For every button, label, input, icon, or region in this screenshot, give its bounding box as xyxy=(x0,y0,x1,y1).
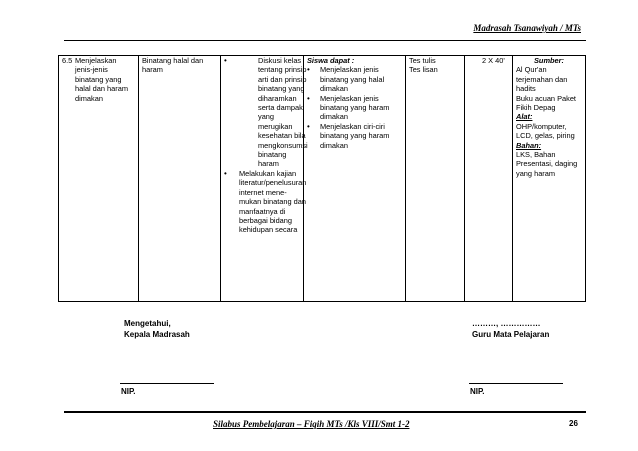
header-divider xyxy=(64,40,586,41)
footer-title: Silabus Pembelajaran – Fiqih MTs /Kls VIII/Smt 1-2 xyxy=(213,419,410,429)
indikator-cell xyxy=(304,56,406,302)
materi-cell xyxy=(139,56,221,302)
sumber-item: Buku acuan Paket Fikih Depag xyxy=(516,93,576,113)
list-item: • Diskusi kelas tentang prinsip arti dan prinsip binatang yang diharamkan serta dampak yang merugikan kesehatan bila mengkonsumsi binatang haram xyxy=(224,56,308,169)
sumber-item: Al Qur'an terjemahan dan hadits xyxy=(516,65,568,94)
bahan-label: Bahan: xyxy=(516,140,542,150)
table-row xyxy=(59,56,586,302)
list-item: • Menjelaskan jenis binatang yang haram dimakan xyxy=(307,93,390,122)
kompetensi-text: Menjelaskan jenis-jenis binatang yang halal dan haram dimakan xyxy=(75,56,129,103)
materi-text: Binatang halal dan haram xyxy=(142,56,204,75)
sumber-heading: Sumber: xyxy=(534,56,564,65)
alat-text: OHP/komputer, LCD, gelas, piring xyxy=(516,121,575,141)
indikator-list xyxy=(307,65,402,150)
right-signature-block xyxy=(472,318,549,340)
sumber-cell xyxy=(513,56,586,302)
list-item: • Melakukan kajian literatur/penelusuran internet mene-mukan binatang dan manfaatnya di berbagai bidang kehidupan secara xyxy=(224,168,307,235)
bullet-icon: • xyxy=(307,65,310,75)
penilaian-item: Tes lisan xyxy=(409,65,438,75)
bullet-icon: • xyxy=(224,56,227,65)
alokasi-cell xyxy=(465,56,513,302)
left-signature-line xyxy=(120,383,214,384)
list-item: • Menjelaskan ciri-ciri binatang yang haram dimakan xyxy=(307,121,390,150)
kegiatan-list xyxy=(224,56,308,235)
bahan-text: LKS, Bahan Presentasi, daging yang haram xyxy=(516,150,578,178)
footer-divider xyxy=(64,411,586,413)
kegiatan-cell xyxy=(221,56,308,302)
indikator-title: Siswa dapat : xyxy=(307,56,355,65)
left-sig-line1: Mengetahui, xyxy=(124,319,171,328)
right-signature-line xyxy=(469,383,563,384)
bullet-icon: • xyxy=(307,121,310,131)
alokasi-value: 2 X 40' xyxy=(482,56,505,65)
penilaian-cell xyxy=(406,56,465,302)
right-nip: NIP. xyxy=(470,387,485,396)
left-signature-block xyxy=(124,318,190,340)
bullet-icon: • xyxy=(224,168,227,178)
syllabus-table xyxy=(58,55,586,302)
header-title: Madrasah Tsanawiyah / MTs xyxy=(473,23,581,33)
left-nip: NIP. xyxy=(121,387,136,396)
kompetensi-cell xyxy=(59,56,139,302)
kompetensi-number: 6.5 xyxy=(62,56,73,65)
list-item: • Menjelaskan jenis binatang yang halal dimakan xyxy=(307,65,385,94)
bullet-icon: • xyxy=(307,93,310,103)
page-number: 26 xyxy=(569,419,578,428)
right-sig-line2: Guru Mata Pelajaran xyxy=(472,330,550,339)
penilaian-item: Tes tulis xyxy=(409,56,436,65)
left-sig-line2: Kepala Madrasah xyxy=(124,330,190,339)
right-sig-line1: ………, …………… xyxy=(472,319,541,328)
alat-label: Alat: xyxy=(516,112,533,122)
